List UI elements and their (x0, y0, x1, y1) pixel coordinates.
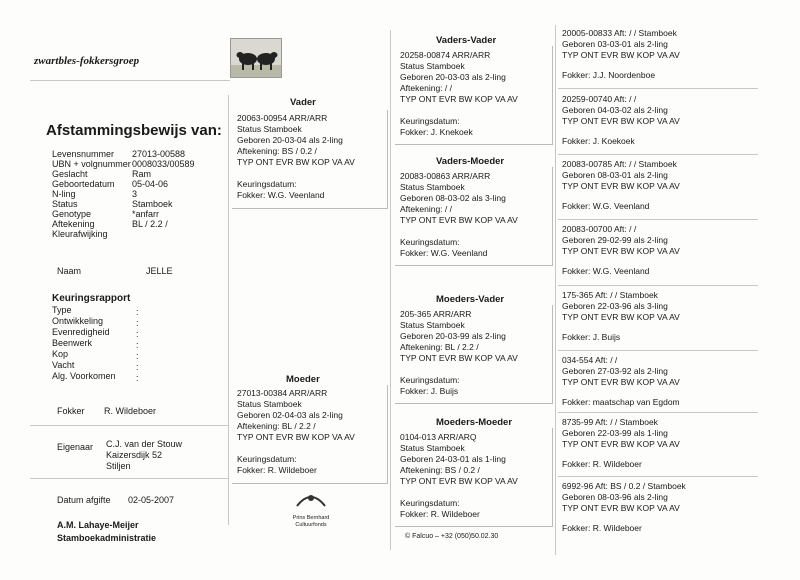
seal-line-2: Cultuurfonds (295, 522, 327, 528)
detail-label: Status (52, 199, 78, 209)
eigenaar-line: C.J. van der Stouw (106, 439, 183, 449)
ggp-block (562, 159, 680, 212)
detail-label: Genotype (52, 209, 92, 219)
detail-row (52, 209, 195, 219)
keuring-item: Beenwerk (52, 338, 93, 348)
gp-line: 20258-00874 ARR/ARR (400, 50, 491, 60)
ggp-fokker: Fokker: J. Buijs (562, 332, 621, 342)
eigenaar-line: Kaizersdijk 52 (106, 450, 163, 460)
vader-line: Status Stamboek (237, 124, 302, 134)
gp-fokker: Fokker: J. Knekoek (400, 127, 473, 137)
gp-moeders-vader-title: Moeders-Vader (436, 294, 505, 305)
gp-line: Aftekening: / / (400, 83, 452, 93)
cultuurfonds-seal (278, 488, 344, 529)
vader-line: Geboren 20-03-04 als 2-ling (237, 135, 343, 145)
gp-line: Geboren 24-03-01 als 1-ling (400, 454, 506, 464)
eigenaar-address (106, 439, 182, 472)
afgifte-label: Datum afgifte (57, 495, 111, 505)
ggp-line: TYP ONT EVR BW KOP VA AV (562, 439, 680, 449)
gp-line: Status Stamboek (400, 61, 465, 71)
detail-row (52, 219, 195, 229)
ggp-line: 20083-00700 Aft: / / (562, 224, 637, 234)
eigenaar-rule (30, 478, 228, 479)
moeder-line: 27013-00384 ARR/ARR (237, 388, 328, 398)
gp-keuring: Keuringsdatum: (400, 375, 460, 385)
ggp-block (562, 290, 680, 343)
detail-label: Geboortedatum (52, 179, 115, 189)
detail-row (52, 189, 195, 199)
ggp-fokker: Fokker: J.J. Noordenboe (562, 70, 656, 80)
gp-line: Aftekening: BL / 2.2 / (400, 342, 479, 352)
detail-row (52, 179, 195, 189)
keuring-section (52, 293, 130, 382)
ggp-block (562, 224, 680, 277)
detail-row (52, 199, 195, 209)
ggp-fokker: Fokker: R. Wildeboer (562, 523, 642, 533)
gp-line: TYP ONT EVR BW KOP VA AV (400, 353, 518, 363)
sheep-logo-icon (230, 38, 282, 78)
ggp-line: 175-365 Aft: / / Stamboek (562, 290, 658, 300)
detail-value: 0008033/00589 (132, 159, 195, 169)
ggp-rule (558, 88, 758, 89)
eigenaar-label: Eigenaar (57, 442, 94, 452)
ggp-fokker: Fokker: J. Koekoek (562, 136, 635, 146)
ggp-line: 034-554 Aft: / / (562, 355, 618, 365)
seal-line-1: Prins Bernhard (292, 515, 330, 521)
vader-line: Aftekening: BS / 0.2 / (237, 146, 317, 156)
gp-vaders-vader-title: Vaders-Vader (436, 35, 497, 46)
gp-keuring: Keuringsdatum: (400, 116, 460, 126)
eigenaar-line: Stiljen (106, 461, 131, 471)
ggp-line: TYP ONT EVR BW KOP VA AV (562, 50, 680, 60)
moeder-line: Aftekening: BL / 2.2 / (237, 421, 316, 431)
detail-value: Ram (132, 169, 152, 179)
fokker-label: Fokker (57, 406, 85, 416)
ggp-line: TYP ONT EVR BW KOP VA AV (562, 312, 680, 322)
mid-column-divider (390, 30, 391, 550)
gp-moeders-vader-details (400, 309, 518, 397)
ggp-line: Geboren 22-03-96 als 3-ling (562, 301, 668, 311)
gp-line: Aftekening: BS / 0.2 / (400, 465, 480, 475)
ggp-line: Geboren 04-03-02 als 2-ling (562, 105, 668, 115)
gp-vaders-moeder-title: Vaders-Moeder (436, 156, 505, 167)
gp-keuring: Keuringsdatum: (400, 237, 460, 247)
moeder-line: Status Stamboek (237, 399, 302, 409)
gp-line: 0104-013 ARR/ARQ (400, 432, 477, 442)
vader-keuring: Keuringsdatum: (237, 179, 297, 189)
vader-fokker: Fokker: W.G. Veenland (237, 190, 325, 200)
ggp-line: TYP ONT EVR BW KOP VA AV (562, 503, 680, 513)
detail-label: Levensnummer (52, 149, 115, 159)
detail-label: N-ling (52, 189, 76, 199)
ggp-block (562, 94, 680, 147)
detail-value: 3 (132, 189, 138, 199)
detail-label: Geslacht (52, 169, 88, 179)
ggp-block (562, 28, 680, 81)
ggp-fokker: Fokker: R. Wildeboer (562, 459, 642, 469)
detail-row (52, 149, 195, 159)
detail-row (52, 229, 195, 239)
gp-line: Aftekening: / / (400, 204, 452, 214)
name-value: JELLE (146, 266, 173, 276)
moeder-line: Geboren 02-04-03 als 2-ling (237, 410, 343, 420)
detail-row (52, 169, 195, 179)
gp-line: Geboren 20-03-99 als 2-ling (400, 331, 506, 341)
keuring-title: Keuringsrapport (52, 293, 131, 304)
detail-value: 05-04-06 (132, 179, 169, 189)
gp-fokker: Fokker: J. Buijs (400, 386, 459, 396)
moeder-details (237, 388, 355, 476)
detail-value: 27013-00588 (132, 149, 186, 159)
vader-line: TYP ONT EVR BW KOP VA AV (237, 157, 355, 167)
keuring-item: Kop (52, 349, 69, 359)
right-column-divider (555, 25, 556, 555)
gp-keuring: Keuringsdatum: (400, 498, 460, 508)
left-column-divider (228, 95, 229, 525)
brand-name: zwartbles-fokkersgroep (34, 55, 140, 67)
ggp-rule (558, 412, 758, 413)
ggp-block (562, 417, 680, 470)
ggp-rule (558, 476, 758, 477)
gp-moeders-moeder-title: Moeders-Moeder (436, 417, 513, 428)
moeder-fokker: Fokker: R. Wildeboer (237, 465, 317, 475)
gp-line: TYP ONT EVR BW KOP VA AV (400, 94, 518, 104)
ggp-line: Geboren 29-02-99 als 2-ling (562, 235, 668, 245)
footer-contact: © Falcuo – +32 (050)50.02.30 (405, 533, 499, 540)
gp-fokker: Fokker: W.G. Veenland (400, 248, 488, 258)
keuring-item: Alg. Voorkomen (52, 371, 116, 381)
detail-label: Aftekening (52, 219, 95, 229)
gp-line: TYP ONT EVR BW KOP VA AV (400, 476, 518, 486)
ggp-block (562, 481, 686, 534)
detail-value: Stamboek (132, 199, 173, 209)
ggp-line: 8735-99 Aft: / / Stamboek (562, 417, 658, 427)
gp-vaders-vader-details (400, 50, 518, 138)
ggp-line: 6992-96 Aft: BS / 0.2 / Stamboek (562, 481, 686, 491)
vader-details (237, 113, 355, 201)
afgifte-value: 02-05-2007 (128, 495, 175, 505)
ggp-rule (558, 154, 758, 155)
ggp-rule (558, 350, 758, 351)
detail-value: *anfarr (132, 209, 160, 219)
ggp-line: TYP ONT EVR BW KOP VA AV (562, 377, 680, 387)
gp-line: TYP ONT EVR BW KOP VA AV (400, 215, 518, 225)
ggp-line: Geboren 27-03-92 als 2-ling (562, 366, 668, 376)
ggp-fokker: Fokker: W.G. Veenland (562, 201, 650, 211)
gp-vaders-moeder-details (400, 171, 518, 259)
detail-row (52, 159, 195, 169)
gp-line: Geboren 20-03-03 als 2-ling (400, 72, 506, 82)
gp-line: Geboren 08-03-02 als 3-ling (400, 193, 506, 203)
moeder-keuring: Keuringsdatum: (237, 454, 297, 464)
ggp-block (562, 355, 680, 408)
ggp-line: TYP ONT EVR BW KOP VA AV (562, 246, 680, 256)
seal-emblem-icon (291, 488, 331, 510)
ggp-fokker: Fokker: maatschap van Egdom (562, 397, 680, 407)
ggp-line: Geboren 03-03-01 als 2-ling (562, 39, 668, 49)
top-rule (30, 80, 230, 81)
signature-role: Stamboekadministratie (57, 533, 157, 543)
gp-line: 20083-00863 ARR/ARR (400, 171, 491, 181)
ggp-rule (558, 219, 758, 220)
fokker-value: R. Wildeboer (104, 406, 157, 416)
animal-details (52, 149, 195, 239)
ggp-rule (558, 285, 758, 286)
ggp-line: Geboren 22-03-99 als 1-ling (562, 428, 668, 438)
keuring-item: Vacht (52, 360, 75, 370)
ggp-fokker: Fokker: W.G. Veenland (562, 266, 650, 276)
ggp-line: Geboren 08-03-01 als 2-ling (562, 170, 668, 180)
keuring-item: Type (52, 305, 72, 315)
vader-title: Vader (290, 97, 316, 108)
gp-line: Status Stamboek (400, 443, 465, 453)
ggp-line: 20083-00785 Aft: / / Stamboek (562, 159, 677, 169)
page-title: Afstammingsbewijs van: (46, 122, 222, 139)
vader-line: 20063-00954 ARR/ARR (237, 113, 328, 123)
detail-label: Kleurafwijking (52, 229, 108, 239)
keuring-colons: : : : : : : : (136, 307, 139, 383)
ggp-line: 20259-00740 Aft: / / (562, 94, 637, 104)
detail-value: BL / 2.2 / (132, 219, 168, 229)
ggp-line: TYP ONT EVR BW KOP VA AV (562, 116, 680, 126)
keuring-item: Ontwikkeling (52, 316, 104, 326)
gp-line: Status Stamboek (400, 320, 465, 330)
gp-fokker: Fokker: R. Wildeboer (400, 509, 480, 519)
ggp-line: 20005-00833 Aft: / / Stamboek (562, 28, 677, 38)
detail-label: UBN + volgnummer (52, 159, 131, 169)
gp-moeders-moeder-details (400, 432, 518, 520)
keuring-item: Evenredigheid (52, 327, 110, 337)
signature-name: A.M. Lahaye-Meijer (57, 520, 139, 530)
moeder-line: TYP ONT EVR BW KOP VA AV (237, 432, 355, 442)
ggp-line: Geboren 08-03-96 als 2-ling (562, 492, 668, 502)
fokker-rule (30, 425, 228, 426)
gp-line: Status Stamboek (400, 182, 465, 192)
name-label: Naam (57, 266, 82, 276)
gp-line: 205-365 ARR/ARR (400, 309, 472, 319)
ggp-line: TYP ONT EVR BW KOP VA AV (562, 181, 680, 191)
moeder-title: Moeder (286, 374, 320, 385)
